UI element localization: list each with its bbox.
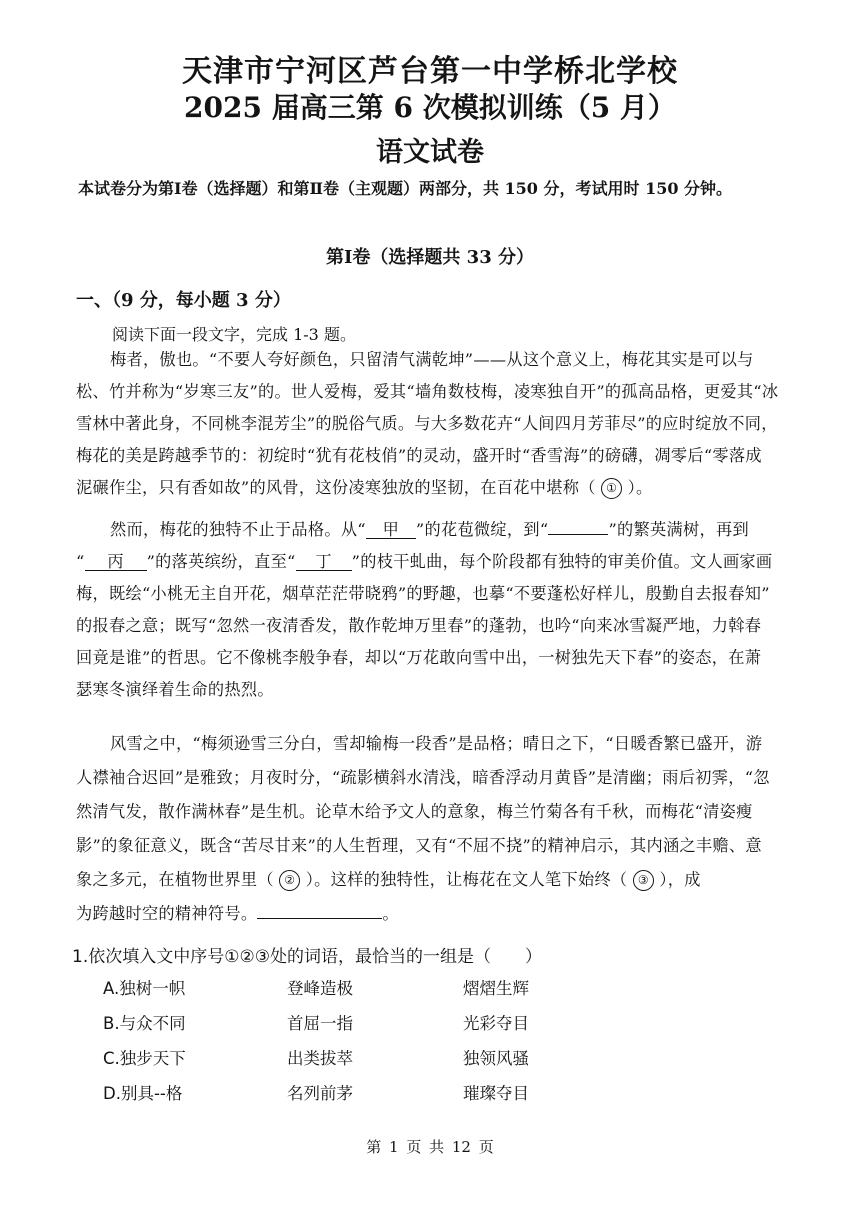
question-1-stem: 1.依次填入文中序号①②③处的词语，最恰当的一组是（ ）: [72, 947, 542, 967]
part1-instruction: 阅读下面一段文字，完成 1-3 题。: [112, 325, 356, 344]
passage-text: ”的花苞微绽，到“: [415, 520, 549, 539]
blank-yi: [548, 534, 608, 535]
blank-bing: 丙: [85, 553, 147, 571]
answer-blank: [257, 904, 382, 919]
passage-line: 瑟寒冬演绎着生命的热烈。: [76, 680, 274, 699]
option-label: B.与众不同: [103, 1014, 186, 1033]
passage-line: [110, 516, 749, 540]
option-word-2: 名列前茅: [287, 1084, 353, 1103]
option-word-2: 首屈一指: [287, 1014, 353, 1033]
passage-line: 影”的象征意义，既含“苦尽甘来”的人生哲理，又有“不屈不挠”的精神启示，其内涵之丰赡、意: [76, 836, 762, 855]
page-number: 第 1 页 共 12 页: [366, 1138, 494, 1156]
passage-line: [76, 900, 399, 924]
passage-line: 然清气发，散作满林春”是生机。论草木给予文人的意象，梅兰竹菊各有千秋，而梅花“清姿瘦: [76, 802, 753, 821]
section-heading: 第Ⅰ卷（选择题共 33 分）: [325, 247, 534, 268]
part1-heading: 一、（9 分，每小题 3 分）: [76, 290, 291, 311]
passage-text: 为跨越时空的精神符号。: [76, 904, 258, 923]
option-label: D.别具--格: [103, 1084, 183, 1103]
passage-text: ）。: [627, 478, 653, 497]
exam-intro: 本试卷分为第Ⅰ卷（选择题）和第Ⅱ卷（主观题）两部分，共 150 分，考试用时 150 分钟。: [78, 179, 733, 198]
option-word-3: 熠熠生辉: [463, 979, 529, 998]
passage-line: 梅花的美是跨越季节的：初绽时“犹有花枝俏”的灵动，盛开时“香雪海”的磅礴，凋零后“零落成: [76, 446, 762, 465]
blank-circle-3: ③: [633, 870, 654, 891]
passage-text: 。: [382, 904, 399, 923]
passage-line: 松、竹并称为“岁寒三友”的。世人爱梅，爱其“墙角数枝梅，凌寒独自开”的孤高品格，更爱其“冰: [76, 382, 779, 401]
blank-circle-2: ②: [279, 870, 300, 891]
passage-line: [76, 474, 652, 499]
passage-line: 人襟袖合迟回”是雅致；月夜时分，“疏影横斜水清浅，暗香浮动月黄昏”是清幽；雨后初霁，“忽: [76, 768, 770, 787]
blank-ding: 丁: [296, 553, 352, 571]
school-title: 天津市宁河区芦台第一中学桥北学校: [182, 54, 678, 89]
blank-circle-1: ①: [601, 478, 622, 499]
passage-line: [76, 866, 701, 891]
option-label: C.独步天下: [103, 1049, 186, 1068]
passage-line: “ 丙 ”的落英缤纷，直至“ 丁 ”的枝干虬曲，每个阶段都有独特的审美价值。文人画家画: [76, 552, 773, 571]
passage-line: 梅，既绘“小桃无主自开花，烟草茫茫带晓鸦”的野趣，也摹“不要蓬松好样儿，殷勤自去报春知”: [76, 584, 770, 603]
passage-line: 的报春之意；既写“忽然一夜清香发，散作乾坤万里春”的蓬勃，也吟“向来冰雪凝严地，力斡春: [76, 616, 762, 635]
passage-text: ）。这样的独特性，让梅花在文人笔下始终（: [305, 870, 628, 889]
passage-line: 梅者，傲也。“不要人夸好颜色，只留清气满乾坤”——从这个意义上，梅花其实是可以与: [110, 350, 754, 369]
passage-text: 象之多元，在植物世界里（: [76, 870, 274, 889]
option-word-2: 登峰造极: [287, 979, 353, 998]
passage-line: 回竟是谁”的哲思。它不像桃李般争春，却以“万花敢向雪中出，一树独先天下春”的姿态，在萧: [76, 648, 762, 667]
subject-title: 语文试卷: [376, 137, 484, 168]
blank-jia: 甲: [366, 521, 416, 539]
option-word-2: 出类拔萃: [287, 1049, 353, 1068]
exam-title: 2025 届高三第 6 次模拟训练（5 月）: [184, 91, 676, 124]
passage-line: 雪林中著此身，不同桃李混芳尘”的脱俗气质。与大多数花卉“人间四月芳菲尽”的应时绽放不同，: [76, 414, 778, 433]
option-word-3: 光彩夺目: [463, 1014, 529, 1033]
option-word-3: 独领风骚: [463, 1049, 529, 1068]
passage-text: ”的落英缤纷，直至“: [146, 552, 296, 571]
passage-text: ”的枝干虬曲，每个阶段都有独特的审美价值。文人画家画: [351, 552, 773, 571]
passage-text: ），成: [659, 870, 701, 889]
passage-text: 泥碾作尘，只有香如故”的风骨，这份凌寒独放的坚韧，在百花中堪称（: [76, 478, 596, 497]
passage-text: 然而，梅花的独特不止于品格。从“: [110, 520, 366, 539]
passage-text: ”的繁英满树，再到: [608, 520, 749, 539]
option-word-3: 璀璨夺目: [463, 1084, 529, 1103]
passage-line: 风雪之中，“梅须逊雪三分白，雪却输梅一段香”是品格；晴日之下，“日暖香繁已盛开，游: [110, 734, 763, 753]
option-label: A.独树一帜: [103, 979, 186, 998]
